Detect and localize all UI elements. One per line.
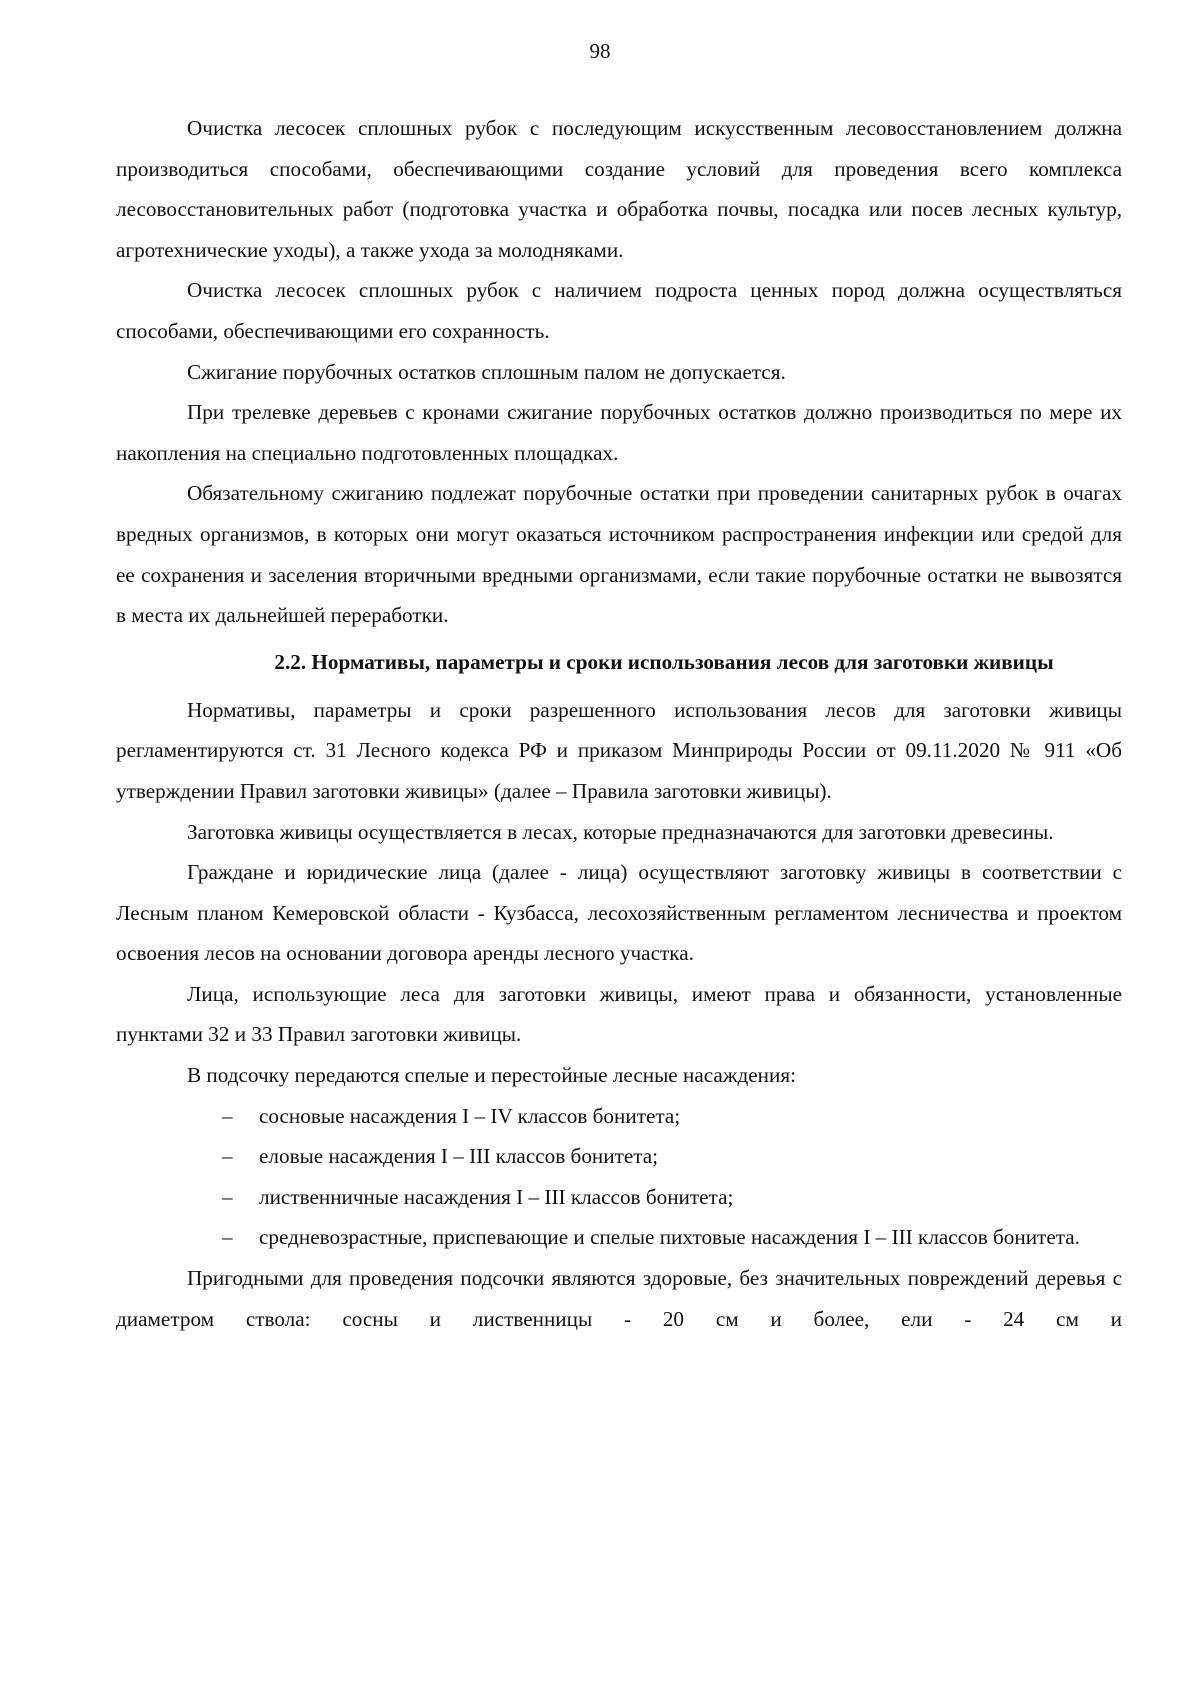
list-dash: – <box>222 1144 233 1169</box>
list-item-text: еловые насаждения I – III классов бонитета; <box>259 1144 659 1169</box>
paragraph: Граждане и юридические лица (далее - лица) осуществляют заготовку живицы в соответствии с Лесным планом Кемеровской области - Кузбасса, лесохозяйственным регламентом лесничества и проектом освоения лесов на основании договора аренды лесного участка. <box>116 860 1122 966</box>
list-item-text: сосновые насаждения I – IV классов бонитета; <box>259 1103 681 1128</box>
list-dash: – <box>222 1103 233 1128</box>
list-item-text: лиственничные насаждения I – III классов бонитета; <box>259 1184 734 1209</box>
forest-stand-list <box>116 1096 1122 1258</box>
paragraph: Лица, использующие леса для заготовки живицы, имеют права и обязанности, установленные пунктами 32 и 33 Правил заготовки живицы. <box>116 981 1122 1047</box>
paragraph: Сжигание порубочных остатков сплошным палом не допускается. <box>187 359 786 384</box>
list-item-text: средневозрастные, приспевающие и спелые пихтовые насаждения I – III классов бонитета. <box>259 1225 1080 1250</box>
paragraph: Заготовка живицы осуществляется в лесах, которые предназначаются для заготовки древесины. <box>187 819 1054 844</box>
list-item <box>116 1217 1122 1258</box>
paragraph: Очистка лесосек сплошных рубок с наличием подроста ценных пород должна осуществляться способами, обеспечивающими его сохранность. <box>116 278 1122 343</box>
list-dash: – <box>222 1225 233 1250</box>
list-item <box>116 1177 1122 1218</box>
section-heading: 2.2. Нормативы, параметры и сроки использования лесов для заготовки живицы <box>274 649 1054 674</box>
list-dash: – <box>222 1184 233 1209</box>
page-number: 98 <box>589 39 611 63</box>
paragraph: Обязательному сжиганию подлежат порубочные остатки при проведении санитарных рубок в очагах вредных организмов, в которых они могут оказаться источником распространения инфекции или средой для ее сохранения и заселения вторичными вредными организмами, если такие порубочные остатки не вывозятся в места их дальнейшей переработки. <box>116 481 1122 628</box>
list-item <box>116 1096 1122 1137</box>
document-body <box>116 108 1122 1339</box>
paragraph: Нормативы, параметры и сроки разрешенного использования лесов для заготовки живицы регламентируются ст. 31 Лесного кодекса РФ и приказом Минприроды России от 09.11.2020 № 911 «Об утверждении Правил заготовки живицы» (далее – Правила заготовки живицы). <box>116 697 1122 803</box>
paragraph: Очистка лесосек сплошных рубок с последующим искусственным лесовосстановлением должна производиться способами, обеспечивающими создание условий для проведения всего комплекса лесовосстановительных работ (подготовка участка и обработка почвы, посадка или посев лесных культур, агротехнические уходы), а также ухода за молодняками. <box>116 116 1122 262</box>
paragraph: Пригодными для проведения подсочки являются здоровые, без значительных повреждений деревья с диаметром ствола: сосны и лиственницы - 20 см и более, ели - 24 см и <box>116 1266 1122 1331</box>
list-item <box>116 1136 1122 1177</box>
paragraph: В подсочку передаются спелые и перестойные лесные насаждения: <box>187 1063 796 1088</box>
paragraph: При трелевке деревьев с кронами сжигание порубочных остатков должно производиться по мере их накопления на специально подготовленных площадках. <box>116 400 1122 465</box>
